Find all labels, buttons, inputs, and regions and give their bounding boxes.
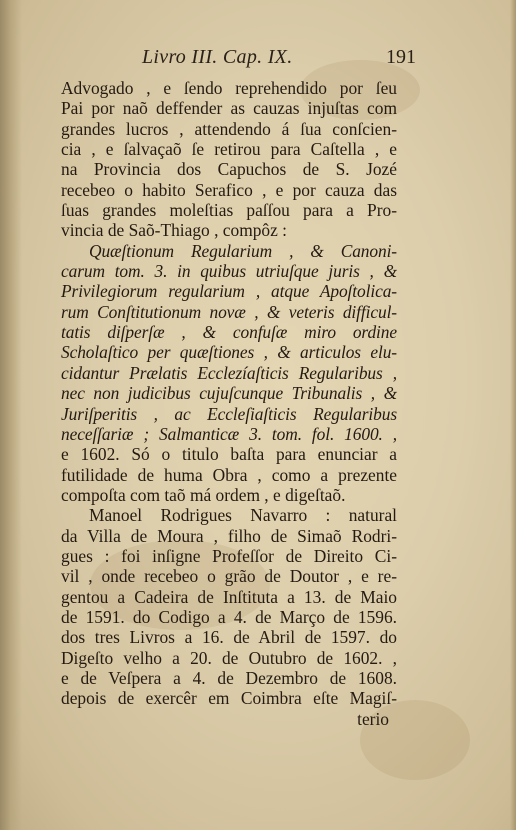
catchword: terio [357,708,389,729]
title-line: Juriſperitis , ac Eccleſiaſticis Regularibus [61,403,397,424]
title-line: carum tom. 3. in quibus utriuſque juris , & [61,261,397,282]
text-line: ſuas grandes moleſtias paſſou para a Pro- [61,200,397,221]
title-line: neceſſariæ ; Salmanticæ 3. tom. fol. 1600. , [61,423,397,444]
body-text [61,78,397,729]
text-line: grandes lucros , attendendo á ſua conſcien- [61,118,397,139]
title-line: Scholaſtico per quæſtiones , & articulos elu- [61,342,397,363]
text-line: Pai por naõ deffender as cauzas injuſtas com [61,98,397,119]
text-line: cia , e ſalvaçaõ ſe retirou para Caſtella , e [61,139,397,160]
text-line: recebeo o habito Serafico , e por cauza das [61,179,397,200]
text-line: vil , onde recebeo o grão de Doutor , e re- [61,566,397,587]
title-line: rum Conſtitutionum novæ , & veteris difficul- [61,301,397,322]
title-line: nec non judicibus cujuſcunque Tribunalis , & [61,383,397,404]
text-line: Digeſto velho a 20. de Outubro de 1602. , [61,647,397,668]
text-line: compoſta com taõ má ordem , e digeſtaõ. [61,484,346,505]
title-line: cidantur Prælatis Ecclezíaſticis Regularibus , [61,362,397,383]
text-line: da Villa de Moura , filho de Simaõ Rodri- [61,525,397,546]
page-edge-shadow [510,0,516,830]
text-line: dos tres Livros a 16. de Abril de 1597. do [61,627,397,648]
text-line: de 1591. do Codigo a 4. de Março de 1596. [61,606,397,627]
title-line: Quæſtionum Regularium , & Canoni- [89,240,397,261]
text-line: futilidade de huma Obra , como a prezente [61,464,397,485]
text-line: Advogado , e ſendo reprehendido por ſeu [61,78,397,98]
title-line: Privilegiorum regularium , atque Apoſtolica- [61,281,397,302]
text-line: e 1602. Só o titulo baſta para enunciar a [61,444,397,465]
page-header [90,44,416,74]
title-line: tatis diſperſæ , & confuſæ miro ordine [61,322,397,343]
text-line: vincia de Saõ-Thiago , compôz : [61,220,288,241]
text-line: Manoel Rodrigues Navarro : natural [89,505,397,526]
running-head: Livro III. Cap. IX. [142,46,293,68]
text-line: gentou a Cadeira de Inſtituta a 13. de Maio [61,586,397,607]
text-line: depois de exercêr em Coimbra eſte Magiſ- [61,688,397,709]
text-line: e de Veſpera a 4. de Dezembro de 1608. [61,667,397,688]
page-gutter-shadow [0,0,22,830]
page-number: 191 [386,46,416,68]
text-line: gues : foi inſigne Profeſſor de Direito Ci- [61,545,397,566]
text-line: na Provincia dos Capuchos de S. Jozé [61,159,397,180]
